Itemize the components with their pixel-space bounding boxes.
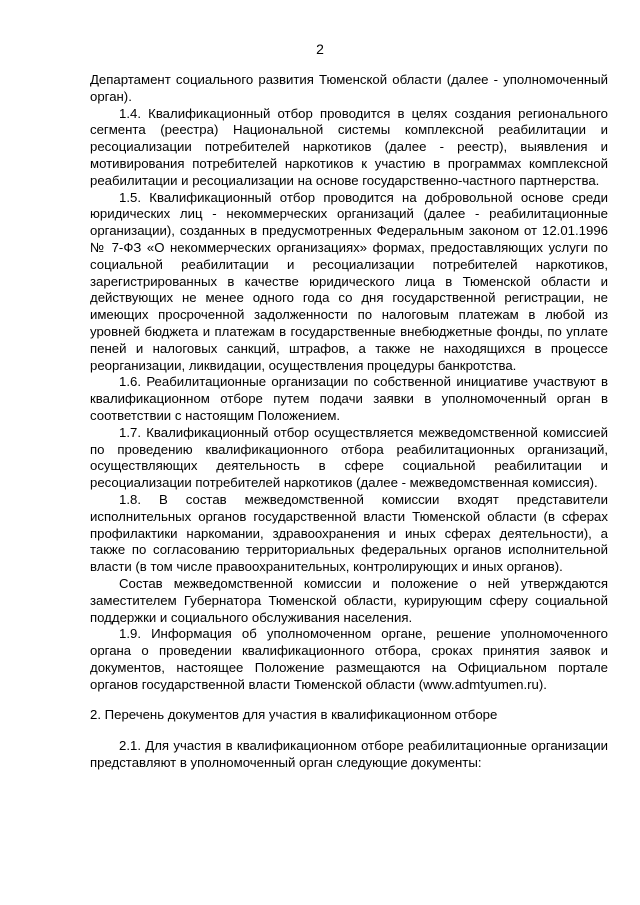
section-heading: 2. Перечень документов для участия в квалификационном отборе [90, 707, 498, 723]
paragraph-continuation: Департамент социального развития Тюменской области (далее - уполномоченный орган). [90, 72, 608, 104]
document-body [90, 72, 608, 772]
page-number: 2 [316, 41, 324, 57]
paragraph-1-5: 1.5. Квалификационный отбор проводится на добровольной основе среди юридических лиц - некоммерческих организаций (далее - реабилитационные организации), созданных в предусмотренных Федеральным законом от 12.01.1996 № 7-ФЗ «О некоммерческих организациях» формах, предоставляющих услуги по социальной реабилитации и ресоциализации потребителей наркотиков, зарегистрированных в качестве юридического лица в Тюменской области и действующих не менее одного года со дня государственной регистрации, не имеющих просроченной задолженности по налоговым платежам в любой из уровней бюджета и платежам в государственные внебюджетные фонды, по уплате пеней и налоговых санкций, штрафов, а также не находящихся в процессе реорганизации, ликвидации, осуществления процедуры банкротства. [90, 189, 608, 373]
paragraph-1-7: 1.7. Квалификационный отбор осуществляется межведомственной комиссией по проведению квалификационного отбора реабилитационных организаций, осуществляющих деятельность в сфере социальной реабилитации и ресоциализации потребителей наркотиков (далее - межведомственная комиссия). [90, 424, 608, 491]
paragraph-commission-composition: Состав межведомственной комиссии и положение о ней утверждаются заместителем Губернатора Тюменской области, курирующим сферу социальной поддержки и социального обслуживания населения. [90, 575, 608, 625]
paragraph-2-1: 2.1. Для участия в квалификационном отборе реабилитационные организации представляют в уполномоченный орган следующие документы: [90, 738, 608, 771]
paragraph-1-9: 1.9. Информация об уполномоченном органе, решение уполномоченного органа о проведении квалификационного отбора, сроках принятия заявок и документов, настоящее Положение размещаются на Официальном портале органов государственной власти Тюменской области (www.admtyumen.ru). [90, 626, 608, 692]
paragraph-1-8: 1.8. В состав межведомственной комиссии входят представители исполнительных органов государственной власти Тюменской области (в сферах профилактики наркомании, здравоохранения и иных сферах деятельности), а также по согласованию территориальных федеральных органов исполнительной власти (в том числе правоохранительных, контролирующих и иных органов). [90, 491, 608, 575]
paragraph-1-4: 1.4. Квалификационный отбор проводится в целях создания регионального сегмента (реестра) Национальной системы комплексной реабилитации и ресоциализации потребителей наркотиков (далее - реестр), выявления и мотивирования потребителей наркотиков к участию в программах комплексной реабилитации и ресоциализации на основе государственно-частного партнерства. [90, 105, 608, 188]
paragraph-1-6: 1.6. Реабилитационные организации по собственной инициативе участвуют в квалификационном отборе путем подачи заявки в уполномоченный орган в соответствии с настоящим Положением. [90, 374, 608, 423]
